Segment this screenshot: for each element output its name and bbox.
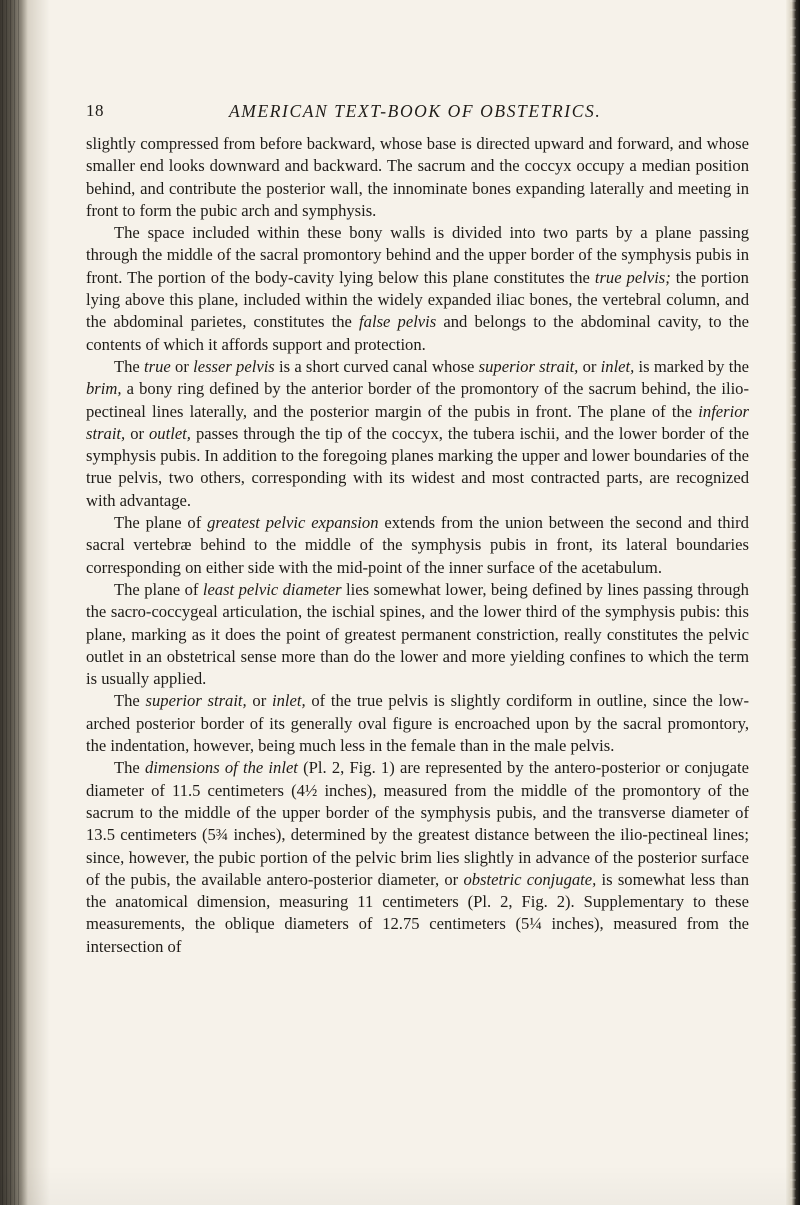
text-run: and belongs to the abdominal cavity, to the contents of which it affords support and protection. [86, 312, 750, 354]
italic-term: lesser pelvis [193, 356, 275, 376]
italic-term: brim, [86, 379, 122, 399]
italic-term: greatest pelvic expansion [207, 513, 379, 533]
text-run: slightly compressed from before backward, whose base is directed upward and forward, and whose smaller end looks downward and backward. The sacrum and the coccyx occupy a median position behind, and contribute the posterior wall, the innominate bones expanding laterally and meeting in front to form the pubic arch and symphysis. [86, 134, 749, 220]
text-run: The [114, 356, 145, 376]
text-run: or [578, 356, 601, 376]
italic-term: inlet, [600, 356, 635, 376]
running-head: AMERICAN TEXT-BOOK OF OBSTETRICS. [229, 101, 602, 121]
paragraph [86, 579, 749, 690]
italic-term: obstetric conjugate, [463, 869, 597, 889]
text-run: is somewhat less than the anatomical dimension, measuring 11 centimeters (Pl. 2, Fig. 2). Supplementary to these measurements, the oblique diameters of 12.75 centimeters (5¼ inches), measured from the intersection of [86, 869, 749, 956]
paragraph [86, 512, 749, 579]
page-header [86, 101, 746, 125]
text-run: or [170, 356, 194, 376]
text-run: lies somewhat lower, being defined by lines passing through the sacro-coccygeal articulation, the ischial spines, and the lower third of the symphysis pubis: this plane, marking as it does the point of greatest permanent constriction, really constitutes the pelvic outlet in an obstetrical sense more than do the lower and more yielding confines to which the term is usually applied. [86, 579, 749, 689]
paragraph [86, 757, 749, 958]
paragraph [86, 133, 749, 222]
text-run: passes through the tip of the coccyx, the tubera ischii, and the lower border of the symphysis pubis. In addition to the foregoing planes marking the upper and lower boundaries of the true pelvis, two others, corresponding with its widest and most contracted parts, are recognized with advantage. [86, 423, 749, 510]
text-run: or [246, 691, 272, 711]
italic-term: least pelvic diameter [202, 579, 342, 599]
italic-term: true [144, 356, 171, 376]
binding-gutter [0, 0, 28, 1205]
text-run: is a short curved canal whose [274, 356, 479, 376]
italic-term: dimensions of the inlet [145, 758, 298, 778]
italic-term: inferior strait, [86, 401, 749, 443]
text-run: The [114, 691, 146, 711]
body-text [86, 133, 749, 958]
text-run: The plane of [114, 513, 208, 533]
text-run: is marked by the [634, 356, 749, 376]
italic-term: false pelvis [359, 312, 437, 332]
page-edge [786, 0, 800, 1205]
text-run: a bony ring defined by the anterior border of the promontory of the sacrum behind, the ilio-pectineal lines laterally, and the posterior margin of the pubis in front. The plane of the [86, 379, 749, 421]
paragraph [86, 690, 749, 757]
page-number: 18 [86, 101, 104, 120]
italic-term: inlet, [271, 691, 306, 711]
paragraph [86, 356, 749, 512]
text-run: of the true pelvis is slightly cordiform in outline, since the low-arched posterior border of its generally oval figure is encroached upon by the sacral promontory, the indentation, however, being much less in the female than in the male pelvis. [86, 691, 749, 756]
italic-term: outlet, [149, 423, 191, 443]
gutter-shadow [28, 0, 50, 1205]
italic-term: true pelvis; [594, 267, 671, 287]
text-run: The [114, 758, 145, 778]
italic-term: superior strait, [478, 356, 579, 376]
text-run: (Pl. 2, Fig. 1) are represented by the antero-posterior or conjugate diameter of 11.5 centimeters (4½ inches), measured from the middle of the promontory of the sacrum to the middle of the upper border of the symphysis pubis, and the transverse diameter of 13.5 centimeters (5¾ inches), determined by the greatest distance between the ilio-pectineal lines; since, however, the pubic portion of the pelvic brim lies slightly in advance of the posterior surface of the pubis, the available antero-posterior diameter, or [86, 758, 749, 889]
paragraph [86, 222, 749, 356]
text-run: The plane of [114, 579, 203, 599]
text-run: the portion lying above this plane, included within the widely expanded iliac bones, the vertebral column, and the abdominal parietes, constitutes the [86, 267, 749, 332]
text-run: or [125, 423, 149, 443]
italic-term: superior strait, [145, 691, 247, 711]
text-run: extends from the union between the second and third sacral vertebræ behind to the middle of the symphysis pubis in front, its lateral boundaries corresponding on either side with the mid-point of the inner surface of the acetabulum. [86, 513, 749, 577]
text-run: The space included within these bony walls is divided into two parts by a plane passing through the middle of the sacral promontory behind and the upper border of the symphysis pubis in front. The portion of the body-cavity lying below this plane constitutes the [86, 223, 749, 287]
